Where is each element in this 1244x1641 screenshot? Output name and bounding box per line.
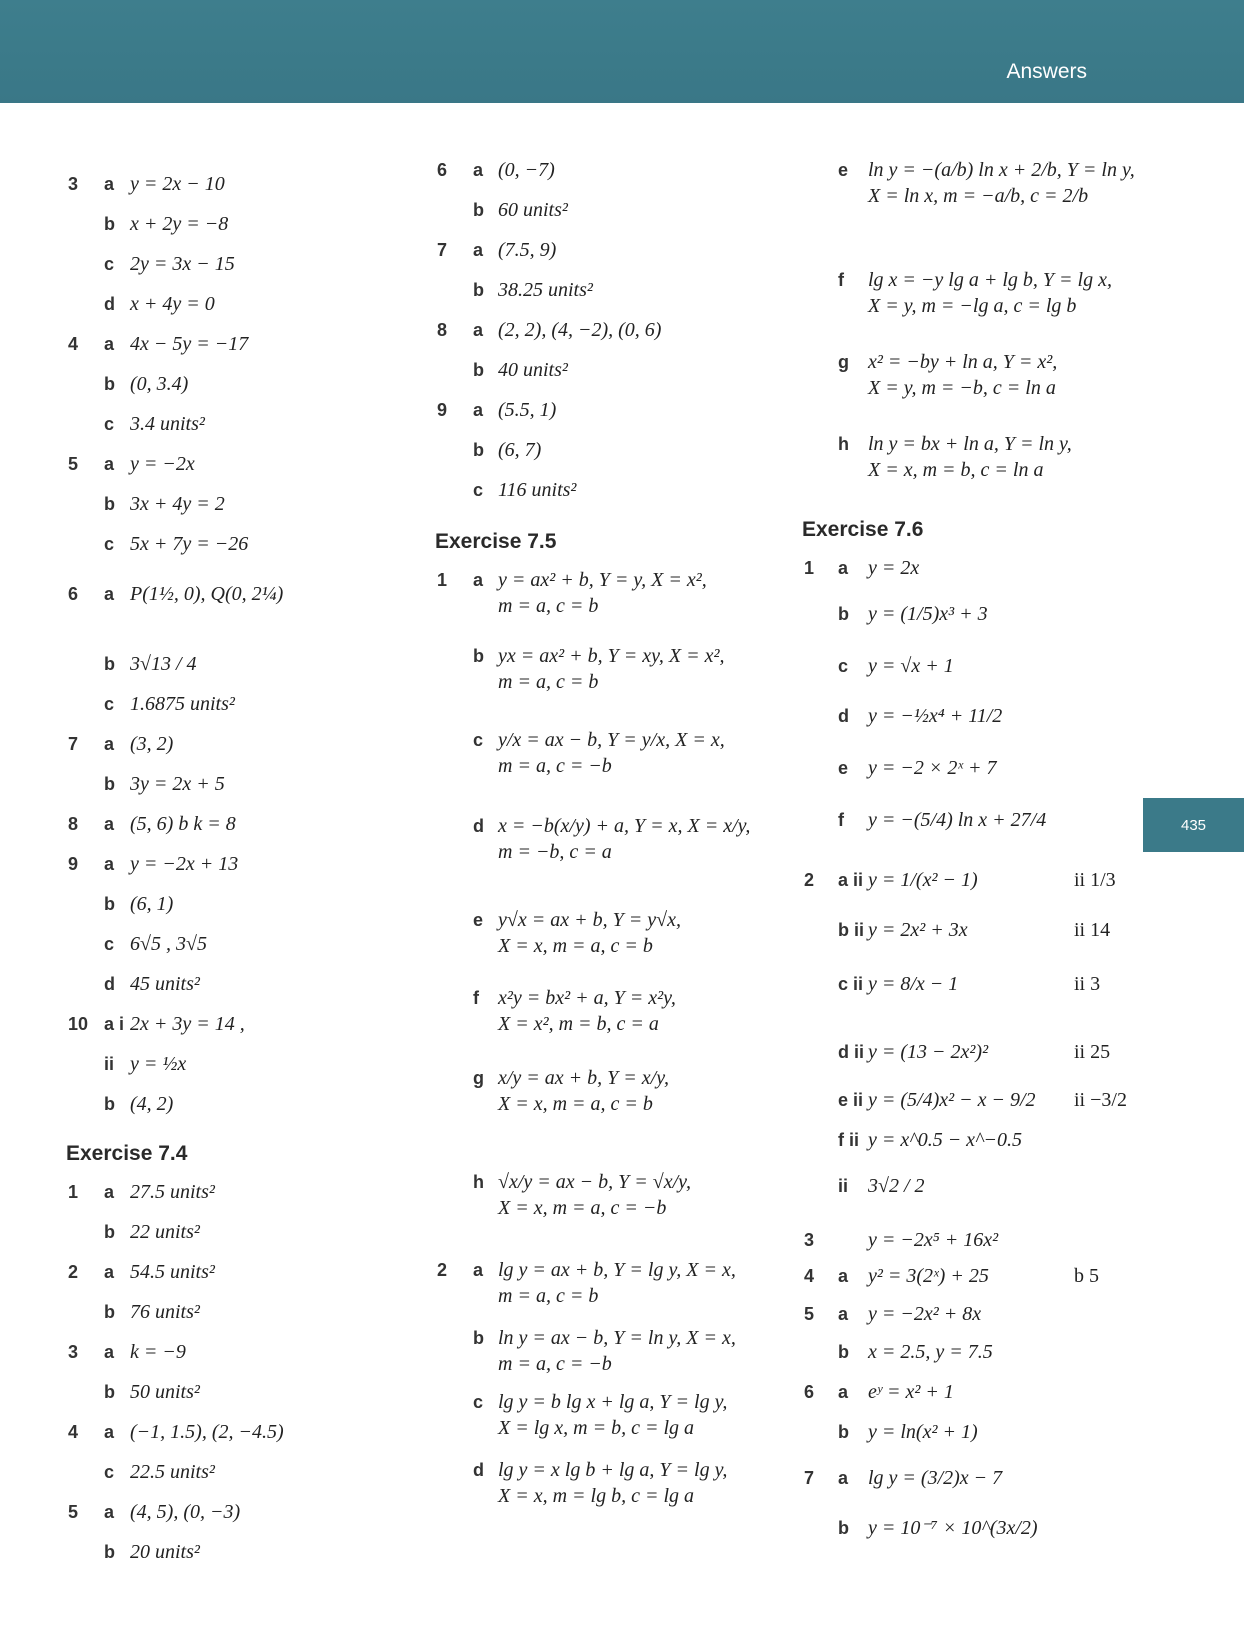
answer-text: (0, −7)	[498, 159, 555, 181]
answer-text: ln y = ax − b, Y = ln y, X = x,	[498, 1327, 736, 1349]
answer-text: (5.5, 1)	[498, 399, 557, 421]
answer-text: lg y = ax + b, Y = lg y, X = x,	[498, 1259, 736, 1281]
part-label: f ii	[838, 1130, 859, 1150]
answer-text: y = ½x	[130, 1053, 187, 1075]
answer-text: y√x = ax + b, Y = y√x,	[498, 909, 681, 931]
part-label: h	[838, 434, 849, 454]
part-label: a	[473, 240, 484, 260]
answer-extra: ii 3	[1074, 973, 1101, 995]
question-number: 2	[804, 870, 815, 890]
answer-text: y = −2x	[130, 453, 195, 475]
part-label: d	[104, 974, 115, 994]
answer-text: y = ax² + b, Y = y, X = x²,	[498, 569, 707, 591]
answer-text-line-2: X = y, m = −b, c = ln a	[868, 377, 1056, 399]
part-label: g	[838, 352, 849, 372]
answer-text: 40 units²	[498, 359, 568, 381]
answer-text-line-2: m = a, c = b	[498, 595, 599, 617]
part-label: e	[838, 758, 849, 778]
part-label: b	[104, 1222, 115, 1242]
answer-text: 38.25 units²	[498, 279, 593, 301]
answer-text: 3√2 / 2	[868, 1175, 925, 1197]
answer-text-line-2: X = x, m = b, c = ln a	[868, 459, 1044, 481]
part-label: b	[838, 1342, 849, 1362]
part-label: c	[104, 1462, 115, 1482]
question-number: 3	[68, 174, 79, 194]
part-label: c	[104, 534, 115, 554]
answer-text-line-2: X = x², m = b, c = a	[498, 1013, 659, 1035]
part-label: a	[473, 320, 484, 340]
question-number: 4	[804, 1266, 815, 1286]
answer-text: y = −2x⁵ + 16x²	[868, 1229, 999, 1251]
part-label: b	[104, 654, 115, 674]
answer-text: 22.5 units²	[130, 1461, 215, 1483]
answer-text: x + 4y = 0	[130, 293, 215, 315]
part-label: a	[838, 1382, 849, 1402]
answer-text: (5, 6) b k = 8	[130, 813, 236, 835]
part-label: a	[473, 400, 484, 420]
answer-text: x²y = bx² + a, Y = x²y,	[498, 987, 676, 1009]
exercise-heading: Exercise 7.6	[802, 518, 924, 541]
part-label: a	[104, 454, 115, 474]
answer-text: 2y = 3x − 15	[130, 253, 235, 275]
answer-text-line-2: X = x, m = a, c = b	[498, 1093, 653, 1115]
part-label: a	[104, 1182, 115, 1202]
answer-text: 27.5 units²	[130, 1181, 215, 1203]
answer-text: y = (1/5)x³ + 3	[868, 603, 988, 625]
answer-text-line-2: m = a, c = b	[498, 671, 599, 693]
part-label: c	[473, 480, 484, 500]
question-number: 2	[68, 1262, 79, 1282]
part-label: d	[473, 1460, 484, 1480]
answer-text-line-2: X = y, m = −lg a, c = lg b	[868, 295, 1077, 317]
part-label: b	[473, 280, 484, 300]
answer-text: 54.5 units²	[130, 1261, 215, 1283]
answer-text: y = 2x − 10	[130, 173, 225, 195]
question-number: 6	[804, 1382, 815, 1402]
answer-text: y/x = ax − b, Y = y/x, X = x,	[498, 729, 725, 751]
part-label: a	[104, 854, 115, 874]
part-label: c	[473, 1392, 484, 1412]
answer-text: 116 units²	[498, 479, 577, 501]
question-number: 1	[804, 558, 815, 578]
part-label: b	[838, 604, 849, 624]
part-label: f	[838, 810, 844, 830]
answer-extra: ii 14	[1074, 919, 1111, 941]
question-number: 7	[804, 1468, 815, 1488]
answer-text: lg y = x lg b + lg a, Y = lg y,	[498, 1459, 728, 1481]
answer-text: 1.6875 units²	[130, 693, 235, 715]
answer-text: √x/y = ax − b, Y = √x/y,	[498, 1171, 691, 1193]
part-label: a	[104, 1422, 115, 1442]
part-label: a	[838, 1468, 849, 1488]
answer-extra: ii −3/2	[1074, 1089, 1127, 1111]
part-label: d	[104, 294, 115, 314]
part-label: d	[838, 706, 849, 726]
answer-text: y = 8/x − 1	[868, 973, 959, 995]
part-label: g	[473, 1068, 484, 1088]
question-number: 3	[68, 1342, 79, 1362]
part-label: c	[838, 656, 849, 676]
part-label: b	[104, 214, 115, 234]
answer-text: ln y = bx + ln a, Y = ln y,	[868, 433, 1072, 455]
answer-text: y = 1/(x² − 1)	[868, 869, 978, 891]
answer-text: y = 10⁻⁷ × 10^(3x/2)	[868, 1517, 1038, 1539]
part-label: h	[473, 1172, 484, 1192]
answer-text-line-2: X = x, m = a, c = b	[498, 935, 653, 957]
answer-text: (4, 2)	[130, 1093, 174, 1115]
answer-text: yx = ax² + b, Y = xy, X = x²,	[498, 645, 725, 667]
question-number: 6	[68, 584, 79, 604]
question-number: 8	[437, 320, 448, 340]
part-label: a	[104, 584, 115, 604]
part-label: c	[104, 414, 115, 434]
answer-text: y² = 3(2ˣ) + 25	[868, 1265, 989, 1287]
part-label: e	[838, 160, 849, 180]
answer-text: 3.4 units²	[130, 413, 205, 435]
part-label: c	[104, 254, 115, 274]
question-number: 9	[68, 854, 79, 874]
part-label: a	[473, 570, 484, 590]
answer-text-line-2: m = a, c = b	[498, 1285, 599, 1307]
answer-text: y = −2x² + 8x	[868, 1303, 982, 1325]
answer-text: y = −½x⁴ + 11/2	[868, 705, 1003, 727]
answer-text: 5x + 7y = −26	[130, 533, 249, 555]
answer-text: y = 2x² + 3x	[868, 919, 968, 941]
question-number: 6	[437, 160, 448, 180]
answer-text: x = −b(x/y) + a, Y = x, X = x/y,	[498, 815, 751, 837]
part-label: ii	[838, 1176, 849, 1196]
part-label: b	[104, 774, 115, 794]
part-label: a	[473, 160, 484, 180]
answer-text: x/y = ax + b, Y = x/y,	[498, 1067, 670, 1089]
answer-text: y = −(5/4) ln x + 27/4	[868, 809, 1047, 831]
question-number: 5	[68, 454, 79, 474]
part-label: b	[838, 1422, 849, 1442]
answer-text: lg y = b lg x + lg a, Y = lg y,	[498, 1391, 728, 1413]
part-label: b	[104, 374, 115, 394]
exercise-heading: Exercise 7.4	[66, 1142, 188, 1165]
answer-text: x² = −by + ln a, Y = x²,	[868, 351, 1058, 373]
answer-text: (2, 2), (4, −2), (0, 6)	[498, 319, 662, 341]
question-number: 1	[437, 570, 448, 590]
answer-text: lg y = (3/2)x − 7	[868, 1467, 1003, 1489]
part-label: ii	[104, 1054, 115, 1074]
part-label: d ii	[838, 1042, 864, 1062]
answer-text: 6√5 , 3√5	[130, 933, 207, 955]
part-label: e ii	[838, 1090, 864, 1110]
header-banner	[0, 0, 1244, 103]
part-label: b	[838, 1518, 849, 1538]
part-label: a	[104, 334, 115, 354]
answer-text: y = √x + 1	[868, 655, 954, 677]
answer-text: 76 units²	[130, 1301, 200, 1323]
answer-text: 2x + 3y = 14 ,	[130, 1013, 245, 1035]
part-label: b	[473, 440, 484, 460]
question-number: 10	[68, 1014, 89, 1034]
question-number: 3	[804, 1230, 815, 1250]
answer-text: P(1½, 0), Q(0, 2¼)	[130, 583, 284, 605]
answer-text: y = −2 × 2ˣ + 7	[868, 757, 997, 779]
part-label: b	[104, 894, 115, 914]
answer-text: k = −9	[130, 1341, 186, 1363]
answer-text: 50 units²	[130, 1381, 200, 1403]
part-label: c	[104, 934, 115, 954]
answer-text: 3y = 2x + 5	[130, 773, 225, 795]
answer-text: 20 units²	[130, 1541, 200, 1563]
answer-extra: ii 1/3	[1074, 869, 1116, 891]
answer-extra: b 5	[1074, 1265, 1099, 1287]
part-label: c	[104, 694, 115, 714]
part-label: f	[473, 988, 479, 1008]
answer-extra: ii 25	[1074, 1041, 1111, 1063]
answer-text: 22 units²	[130, 1221, 200, 1243]
part-label: b	[104, 494, 115, 514]
part-label: a	[104, 1502, 115, 1522]
answer-text: eʸ = x² + 1	[868, 1381, 954, 1403]
answer-text: ln y = −(a/b) ln x + 2/b, Y = ln y,	[868, 159, 1135, 181]
answer-text-line-2: X = x, m = a, c = −b	[498, 1197, 667, 1219]
answer-text: y = −2x + 13	[130, 853, 239, 875]
answer-text-line-2: X = ln x, m = −a/b, c = 2/b	[868, 185, 1089, 207]
answer-text: (6, 7)	[498, 439, 542, 461]
answer-text: y = 2x	[868, 557, 920, 579]
part-label: a	[838, 558, 849, 578]
answer-text: 4x − 5y = −17	[130, 333, 249, 355]
answer-text-line-2: X = lg x, m = b, c = lg a	[498, 1417, 695, 1439]
answer-text-line-2: m = a, c = −b	[498, 755, 612, 777]
question-number: 8	[68, 814, 79, 834]
answer-text: 3x + 4y = 2	[130, 493, 225, 515]
part-label: a i	[104, 1014, 125, 1034]
part-label: b	[473, 1328, 484, 1348]
answer-text: y = (13 − 2x²)²	[868, 1041, 989, 1063]
answer-text: (−1, 1.5), (2, −4.5)	[130, 1421, 284, 1443]
question-number: 5	[68, 1502, 79, 1522]
answer-text: y = x^0.5 − x^−0.5	[868, 1129, 1022, 1151]
part-label: b	[104, 1302, 115, 1322]
answer-text: y = ln(x² + 1)	[868, 1421, 978, 1443]
answer-text: (4, 5), (0, −3)	[130, 1501, 241, 1523]
answer-text-line-2: m = a, c = −b	[498, 1353, 612, 1375]
part-label: a	[104, 1342, 115, 1362]
answer-text: x + 2y = −8	[130, 213, 229, 235]
part-label: b	[104, 1382, 115, 1402]
part-label: a ii	[838, 870, 864, 890]
question-number: 2	[437, 1260, 448, 1280]
part-label: b	[104, 1542, 115, 1562]
part-label: a	[104, 814, 115, 834]
answer-text: x = 2.5, y = 7.5	[868, 1341, 993, 1363]
part-label: d	[473, 816, 484, 836]
answer-text: 45 units²	[130, 973, 200, 995]
part-label: c	[473, 730, 484, 750]
question-number: 9	[437, 400, 448, 420]
answer-text-line-2: m = −b, c = a	[498, 841, 612, 863]
part-label: a	[104, 734, 115, 754]
answer-text: 3√13 / 4	[130, 653, 197, 675]
question-number: 5	[804, 1304, 815, 1324]
exercise-heading: Exercise 7.5	[435, 530, 557, 553]
part-label: a	[838, 1304, 849, 1324]
question-number: 4	[68, 1422, 79, 1442]
answer-text: (3, 2)	[130, 733, 174, 755]
question-number: 1	[68, 1182, 79, 1202]
page-title: Answers	[1006, 60, 1087, 83]
part-label: a	[838, 1266, 849, 1286]
part-label: b	[104, 1094, 115, 1114]
part-label: b	[473, 360, 484, 380]
part-label: a	[473, 1260, 484, 1280]
part-label: f	[838, 270, 844, 290]
question-number: 4	[68, 334, 79, 354]
answer-text: lg x = −y lg a + lg b, Y = lg x,	[868, 269, 1112, 291]
part-label: a	[104, 1262, 115, 1282]
answer-text: 60 units²	[498, 199, 568, 221]
part-label: c ii	[838, 974, 864, 994]
part-label: a	[104, 174, 115, 194]
part-label: b	[473, 646, 484, 666]
part-label: b	[473, 200, 484, 220]
page-number-tab: 435	[1143, 798, 1244, 852]
answer-text: y = (5/4)x² − x − 9/2	[868, 1089, 1036, 1111]
answer-text: (7.5, 9)	[498, 239, 557, 261]
question-number: 7	[437, 240, 448, 260]
answer-text: (6, 1)	[130, 893, 174, 915]
answer-text-line-2: X = x, m = lg b, c = lg a	[498, 1485, 695, 1507]
question-number: 7	[68, 734, 79, 754]
part-label: e	[473, 910, 484, 930]
part-label: b ii	[838, 920, 864, 940]
answer-text: (0, 3.4)	[130, 373, 189, 395]
